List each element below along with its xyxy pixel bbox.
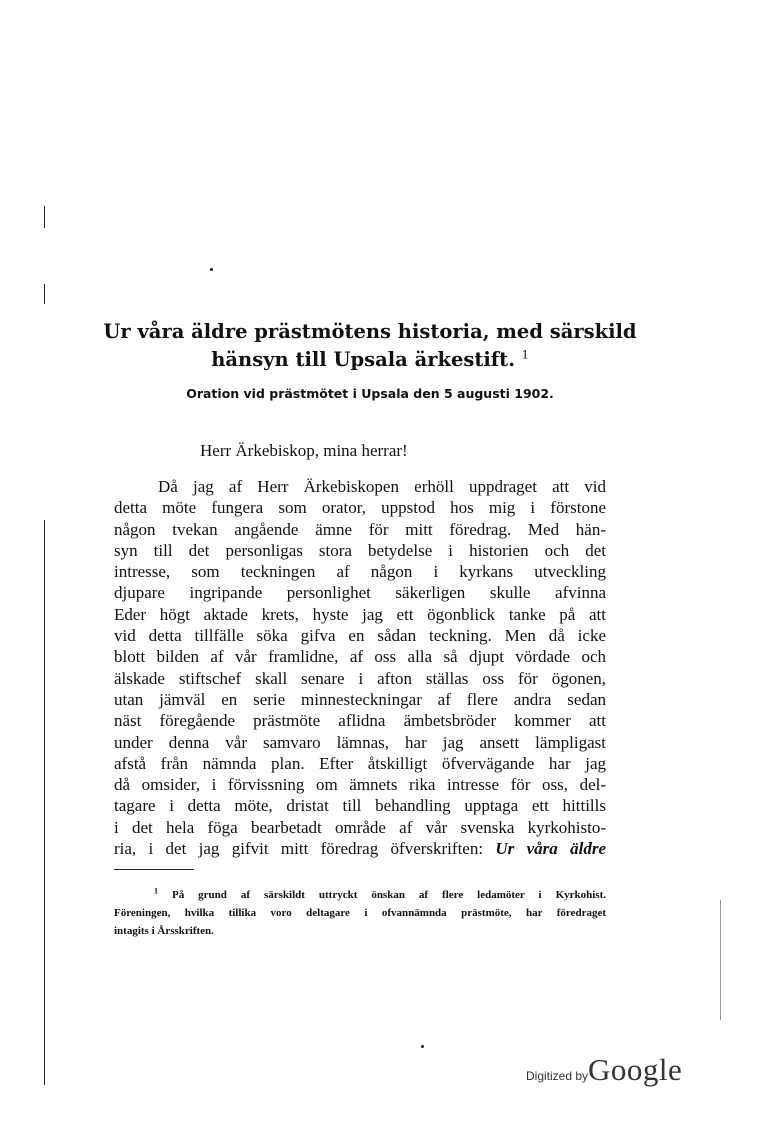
footnote-line-text: På grund af särskildt uttryckt önskan af flere ledamöter i Kyrkohist. xyxy=(171,889,606,901)
body-line: afstå från nämnda plan. Efter åtskilligt öfvervägande har jag xyxy=(114,753,606,773)
watermark-prefix: Digitized by xyxy=(526,1069,589,1083)
body-line: älskade stiftschef skall senare i afton ställas oss för ögonen, xyxy=(114,668,606,688)
scan-edge-mark xyxy=(720,900,721,1020)
body-last-line-prefix: ria, i det jag gifvit mitt föredrag öfverskriften: xyxy=(114,839,484,859)
scan-edge-mark xyxy=(44,206,45,228)
body-line: blott bilden af vår framlidne, af oss alla så djupt vördade och xyxy=(114,647,606,667)
body-line: under denna vår samvaro lämnas, har jag ansett lämpligast xyxy=(114,732,606,752)
google-logo: Google xyxy=(588,1052,683,1087)
title-line-1: Ur våra äldre prästmötens historia, med särskild xyxy=(103,320,637,343)
footnote-divider xyxy=(114,869,194,870)
scan-edge-mark xyxy=(44,284,45,304)
body-line: tagare i detta möte, dristat till behandling upptaga ett hittills xyxy=(114,796,606,816)
footnote-line: Föreningen, hvilka tillika voro deltagare i ofvannämnda prästmöte, har föredraget xyxy=(114,907,606,919)
body-line: syn till det personligas stora betydelse i historien och det xyxy=(114,540,606,560)
body-line: då omsider, i förvissning om ämnets rika intresse för oss, del- xyxy=(114,775,606,795)
body-line: utan jämväl en serie minnesteckningar af flere andra sedan xyxy=(114,689,606,709)
body-paragraph xyxy=(114,476,606,859)
scan-dot xyxy=(421,1045,424,1048)
footnote-line xyxy=(114,886,606,904)
footnote xyxy=(114,886,606,940)
title-line-2: hänsyn till Upsala ärkestift. xyxy=(211,348,515,371)
body-line: någon tvekan angående ämne för mitt föredrag. Med hän- xyxy=(114,519,606,539)
google-watermark xyxy=(526,1052,682,1088)
body-line: detta möte fungera som orator, uppstod hos mig i förstone xyxy=(114,498,606,518)
body-line-last xyxy=(114,838,606,859)
footnote-marker: 1 xyxy=(154,886,158,896)
subtitle: Oration vid prästmötet i Upsala den 5 augusti 1902. xyxy=(186,386,554,401)
body-line: Då jag af Herr Ärkebiskopen erhöll uppdraget att vid xyxy=(158,477,606,496)
title-footnote-ref: 1 xyxy=(521,348,529,362)
scan-dot xyxy=(210,268,213,271)
scan-edge-mark xyxy=(44,520,45,1085)
footnote-line: intagits i Årsskriften. xyxy=(114,925,214,937)
body-line: intresse, som teckningen af någon i kyrkans utveckling xyxy=(114,562,606,582)
page-title xyxy=(100,318,640,374)
body-line: i det hela föga bearbetadt område af vår svenska kyrkohisto- xyxy=(114,817,606,837)
body-line: näst föregående prästmöte aflidna ämbetsbröder kommer att xyxy=(114,711,606,731)
body-last-line-italic: Ur våra äldre xyxy=(495,839,606,859)
body-line: vid detta tillfälle söka gifva en sådan teckning. Men då icke xyxy=(114,626,606,646)
salutation: Herr Ärkebiskop, mina herrar! xyxy=(200,441,408,460)
body-line: Eder högt aktade krets, hyste jag ett ögonblick tanke på att xyxy=(114,604,606,624)
body-line: djupare ingripande personlighet säkerligen skulle afvinna xyxy=(114,583,606,603)
